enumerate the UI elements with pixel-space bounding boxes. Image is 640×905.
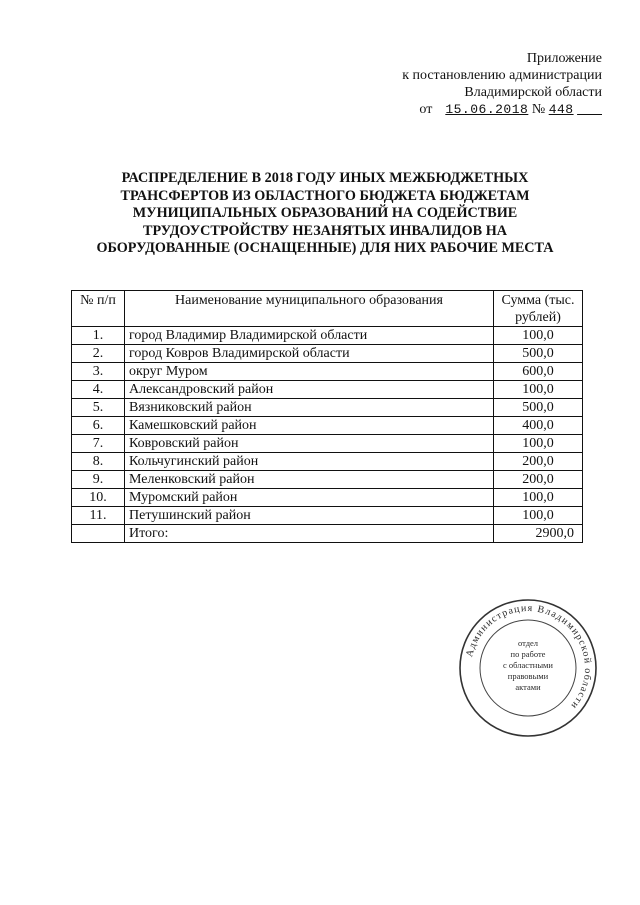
row-sum: 100,0 (494, 507, 583, 525)
row-name: Меленковский район (125, 471, 494, 489)
total-sum: 2900,0 (494, 525, 583, 543)
title-line: МУНИЦИПАЛЬНЫХ ОБРАЗОВАНИЙ НА СОДЕЙСТВИЕ (132, 205, 518, 221)
row-name: округ Муром (125, 363, 494, 381)
row-name: город Ковров Владимирской области (125, 345, 494, 363)
row-name: Вязниковский район (125, 399, 494, 417)
row-sum: 100,0 (494, 381, 583, 399)
table-header-row (72, 291, 583, 327)
distribution-table (71, 290, 583, 543)
stamp-inner-line: по работе (510, 649, 546, 659)
table-total-row (72, 525, 583, 543)
table-row (72, 381, 583, 399)
row-num: 9. (72, 471, 125, 489)
number-value: 448 (548, 102, 574, 117)
row-name: Муромский район (125, 489, 494, 507)
table-row (72, 489, 583, 507)
total-num (72, 525, 125, 543)
appendix-header (302, 50, 602, 118)
table-row (72, 345, 583, 363)
header-sum-line-2: рублей) (515, 310, 561, 325)
row-name: Петушинский район (125, 507, 494, 525)
row-num: 6. (72, 417, 125, 435)
date-value: 15.06.2018 (445, 102, 529, 117)
table-row (72, 507, 583, 525)
stamp-ring-text: Администрация Владимирской области (464, 602, 594, 712)
table-row (72, 417, 583, 435)
row-sum: 500,0 (494, 399, 583, 417)
stamp-inner-line: отдел (517, 638, 539, 648)
header-sum-line-1: Сумма (тыс. (501, 293, 575, 308)
row-sum: 500,0 (494, 345, 583, 363)
row-num: 4. (72, 381, 125, 399)
stamp-inner-line: правовыми (507, 671, 549, 681)
stamp-inner-text (458, 598, 598, 738)
row-name: Кольчугинский район (125, 453, 494, 471)
date-prefix: от (419, 102, 433, 117)
row-num: 3. (72, 363, 125, 381)
title-line: РАСПРЕДЕЛЕНИЕ В 2018 ГОДУ ИНЫХ МЕЖБЮДЖЕТНЫХ (121, 170, 529, 186)
row-num: 7. (72, 435, 125, 453)
row-num: 11. (72, 507, 125, 525)
table-row (72, 453, 583, 471)
row-num: 10. (72, 489, 125, 507)
table-row (72, 363, 583, 381)
header-sum (494, 291, 583, 327)
row-num: 1. (72, 327, 125, 345)
row-num: 2. (72, 345, 125, 363)
row-name: город Владимир Владимирской области (125, 327, 494, 345)
row-name: Ковровский район (125, 435, 494, 453)
appendix-line-2: к постановлению администрации (402, 68, 602, 83)
row-name: Камешковский район (125, 417, 494, 435)
table-row (72, 435, 583, 453)
row-sum: 200,0 (494, 471, 583, 489)
row-sum: 100,0 (494, 489, 583, 507)
official-stamp (458, 598, 598, 738)
appendix-line-3: Владимирской области (464, 85, 602, 100)
stamp-inner-line: с областными (503, 660, 553, 670)
table-row (72, 327, 583, 345)
title-line: ОБОРУДОВАННЫЕ (ОСНАЩЕННЫЕ) ДЛЯ НИХ РАБОЧИЕ МЕСТА (96, 240, 554, 256)
row-num: 5. (72, 399, 125, 417)
header-name: Наименование муниципального образования (125, 291, 494, 327)
title-line: ТРАНСФЕРТОВ ИЗ ОБЛАСТНОГО БЮДЖЕТА БЮДЖЕТАМ (120, 187, 530, 204)
title-line: ТРУДОУСТРОЙСТВУ НЕЗАНЯТЫХ ИНВАЛИДОВ НА (143, 222, 507, 239)
table-row (72, 471, 583, 489)
row-name: Александровский район (125, 381, 494, 399)
appendix-line-1: Приложение (526, 51, 602, 66)
number-prefix: № (531, 102, 546, 117)
header-num: № п/п (72, 291, 125, 327)
table-row (72, 399, 583, 417)
appendix-date-line (419, 101, 602, 118)
row-num: 8. (72, 453, 125, 471)
row-sum: 400,0 (494, 417, 583, 435)
row-sum: 100,0 (494, 435, 583, 453)
row-sum: 600,0 (494, 363, 583, 381)
total-label: Итого: (125, 525, 494, 543)
document-title (60, 170, 590, 258)
row-sum: 200,0 (494, 453, 583, 471)
row-sum: 100,0 (494, 327, 583, 345)
stamp-inner-line: актами (515, 682, 541, 692)
